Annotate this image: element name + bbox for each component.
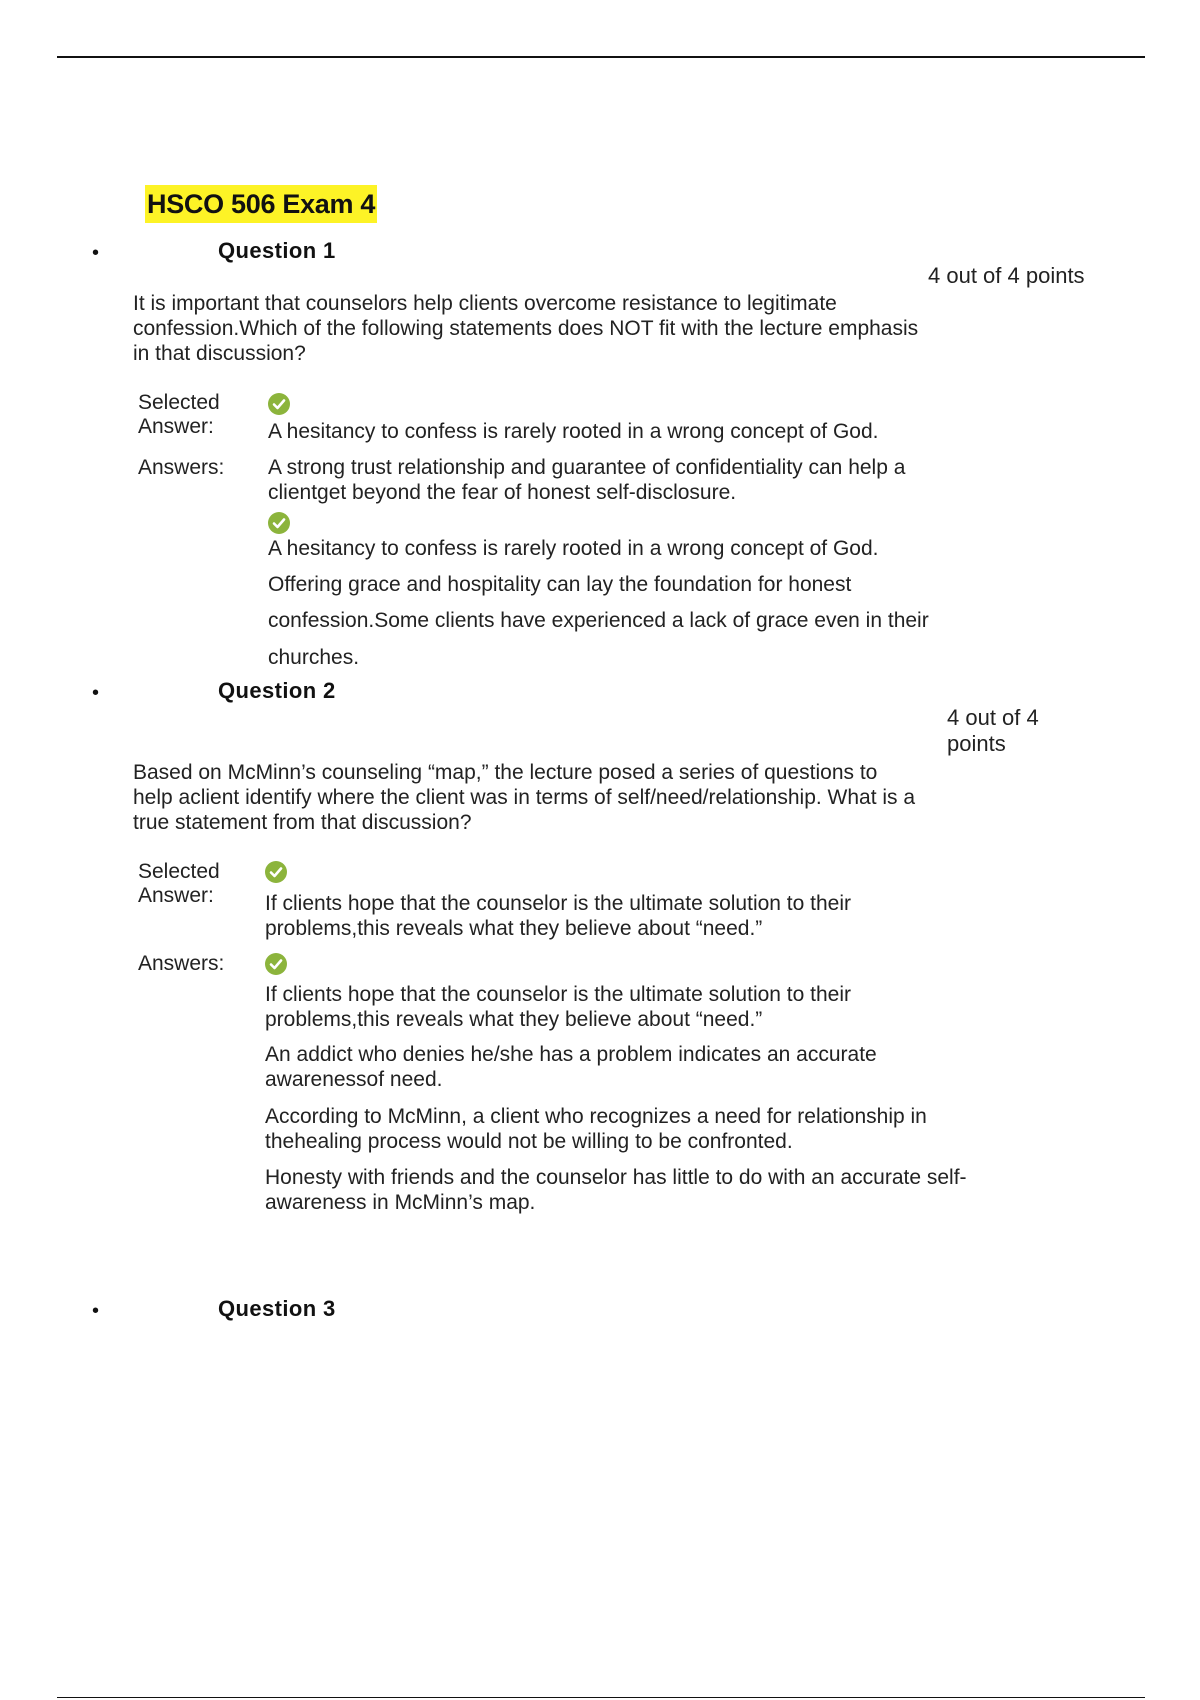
bottom-rule [57,1697,1145,1698]
answer-line: An addict who denies he/she has a problem indicates an accurate [265,1043,877,1066]
answer-option: Offering grace and hospitality can lay the foundation for honest [268,573,852,596]
points-line: 4 out of 4 [947,705,1039,730]
answer-option-correct [265,982,851,1032]
question-1-prompt [133,291,1073,366]
label-line: Answer: [138,884,214,907]
answer-option [265,1042,877,1092]
question-1-selected-answer: A hesitancy to confess is rarely rooted in a wrong concept of God. [268,420,879,443]
answer-line: If clients hope that the counselor is the ultimate solution to their [265,892,852,915]
question-2-selected-answer [265,891,851,941]
prompt-line: Based on McMinn’s counseling “map,” the lecture posed a series of questions to [133,761,878,784]
prompt-line: It is important that counselors help clients overcome resistance to legitimate [133,292,837,315]
question-2-heading: Question 2 [218,678,336,703]
question-1-selected-label [138,391,220,439]
prompt-line: confession.Which of the following statements does NOT fit with the lecture emphasis [133,317,919,340]
check-circle-icon [268,512,290,534]
question-1-bullet: • [92,242,100,264]
question-2-prompt [133,760,1073,835]
answer-line: problems,this reveals what they believe about “need.” [265,1008,763,1031]
question-3-heading: Question 3 [218,1296,336,1321]
check-circle-icon [268,393,290,415]
top-rule [57,56,1145,58]
label-line: Selected [138,860,220,883]
points-line: points [947,731,1006,756]
question-2-answers-label: Answers: [138,952,225,975]
answer-line: clientget beyond the fear of honest self-disclosure. [268,481,737,504]
answer-line: A strong trust relationship and guarantee of confidentiality can help a [268,456,906,479]
question-1-points: 4 out of 4 points [928,263,1085,288]
question-3-bullet: • [92,1300,100,1322]
prompt-line: help aclient identify where the client was in terms of self/need/relationship. What is a [133,786,916,809]
label-line: Answer: [138,415,214,438]
answer-line: thehealing process would not be willing to be confronted. [265,1130,793,1153]
answer-line: problems,this reveals what they believe about “need.” [265,917,763,940]
check-circle-icon [265,953,287,975]
answer-option [265,1104,927,1154]
answer-line: According to McMinn, a client who recognizes a need for relationship in [265,1105,927,1128]
prompt-line: true statement from that discussion? [133,811,472,834]
question-1-answers-label: Answers: [138,456,225,479]
answer-option-correct: A hesitancy to confess is rarely rooted in a wrong concept of God. [268,537,879,560]
check-circle-icon [265,861,287,883]
answer-line: awarenessof need. [265,1068,443,1091]
answer-line: awareness in McMinn’s map. [265,1191,536,1214]
label-line: Selected [138,391,220,414]
page-title: HSCO 506 Exam 4 [145,185,377,223]
answer-option: confession.Some clients have experienced a lack of grace even in their [268,609,929,632]
answer-option [268,455,905,505]
answer-option: churches. [268,646,360,669]
question-2-bullet: • [92,682,100,704]
question-1-heading: Question 1 [218,238,336,263]
answer-line: If clients hope that the counselor is the ultimate solution to their [265,983,852,1006]
answer-option [265,1165,967,1215]
prompt-line: in that discussion? [133,342,306,365]
answer-line: Honesty with friends and the counselor has little to do with an accurate self- [265,1166,967,1189]
question-2-points [947,705,1039,757]
question-2-selected-label [138,860,220,908]
